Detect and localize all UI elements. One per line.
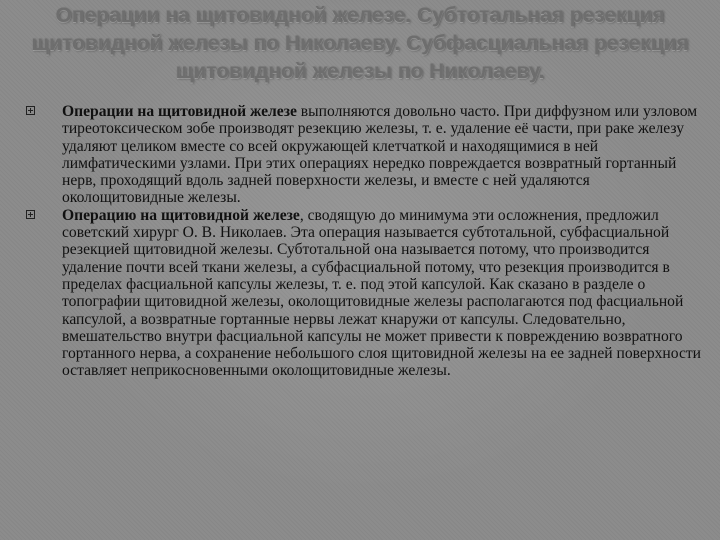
bullet-box-icon	[26, 210, 35, 219]
bullet-list	[26, 103, 706, 380]
bullet-text: , сводящую до минимума эти осложнения, предложил советский хирург О. В. Николаев. Эта операция называется субтотальной, субфасциальной резекцией щитовидной железы. Субтотальной она называется потому, что производится удаление почти всей ткани железы, а субфасциальной потому, что резекция производится в пределах фасциальной капсулы железы, т. е. под этой капсулой. Как сказано в разделе о топографии щитовидной железы, околощитовидные железы располагаются под фасциальной капсулой, а возвратные гортанные нервы лежат кнаружи от капсулы. Следовательно, вмешательство внутри фасциальной капсулы не может привести к повреждению возвратного гортанного нерва, а сохранение небольшого слоя щитовидной железы на ее задней поверхности оставляет неприкосновенными околощитовидные железы.	[62, 206, 702, 380]
bullet-lead: Операцию на щитовидной железе	[62, 206, 300, 224]
bullet-text: выполняются довольно часто. При диффузном или узловом тиреотоксическом зобе производят резекцию железы, т. е. удаление её части, при раке железу удаляют целиком вместе со всей окружающей клетчаткой и находящимися в ней лимфатическими узлами. При этих операциях нередко повреждается возвратный гортанный нерв, проходящий вдоль задней поверхности железы, и вместе с ней удаляются околощитовидные железы.	[62, 103, 698, 207]
bullet-box-icon	[26, 106, 35, 115]
bullet-item	[26, 207, 706, 380]
slide-title: Операции на щитовидной железе. Субтотальная резекция щитовидной железы по Николаеву. Субфасциальная резекция щитовидной железы по Николаеву.	[31, 4, 689, 83]
bullet-lead: Операции на щитовидной железе	[62, 103, 297, 120]
bullet-item	[26, 103, 706, 207]
